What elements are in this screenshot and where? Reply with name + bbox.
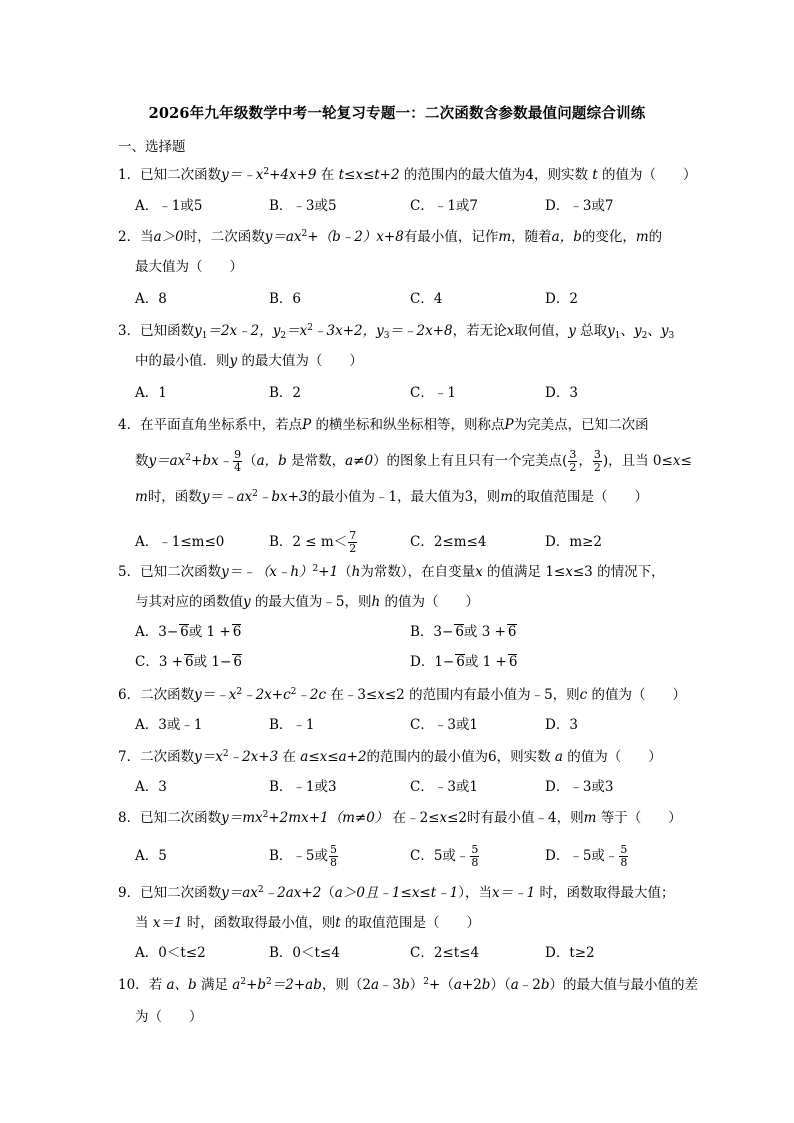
option-b[interactable] <box>269 838 339 874</box>
options-q3 <box>135 383 695 403</box>
variable: t <box>335 915 341 931</box>
exponent: 2 <box>222 749 229 759</box>
variable: x <box>506 323 515 339</box>
variable: x <box>672 453 681 469</box>
question-1 <box>118 165 697 185</box>
question-text: （ <box>338 564 352 580</box>
variable: m <box>498 229 512 245</box>
variable: a，b <box>256 453 287 469</box>
question-text: 已知二次函数 <box>140 885 222 901</box>
question-text: 取何值， <box>514 323 569 339</box>
option-label: C．3 + <box>135 654 184 670</box>
square-root: 6 <box>185 654 194 670</box>
question-text: 在 <box>320 167 335 183</box>
variable: x <box>377 687 385 703</box>
question-text: ） <box>409 977 424 993</box>
question-text: 当 <box>140 229 154 245</box>
formula: ﹣2ax+2 <box>263 885 322 901</box>
question-number: 9． <box>118 885 141 901</box>
options-q9 <box>135 943 695 963</box>
option-c[interactable]: C．2≤m≤4 <box>410 534 487 550</box>
question-text: 有最小值，记作 <box>403 229 499 245</box>
question-text: 满足 <box>200 977 228 993</box>
option-a[interactable]: A．﹣1或5 <box>135 198 203 214</box>
question-9-line-2 <box>118 913 688 933</box>
option-d[interactable]: D．t≥2 <box>545 945 595 961</box>
question-text: 时，二次函数 <box>183 229 265 245</box>
exponent: 2 <box>262 810 269 820</box>
variable: y <box>634 323 642 339</box>
denominator: 2 <box>569 461 577 474</box>
formula: ＝2+ab <box>271 977 322 993</box>
variable: a、b <box>166 977 197 993</box>
question-text: 与其对应的函数值 <box>135 594 243 610</box>
numerator: 3 <box>593 448 601 461</box>
numerator: 5 <box>471 843 479 856</box>
denominator: 8 <box>471 856 479 869</box>
variable: a <box>510 977 519 993</box>
variable: x <box>439 810 448 826</box>
question-text: 中的最小值．则 <box>135 353 230 369</box>
option-label: D．﹣5或﹣ <box>545 848 619 864</box>
formula: ＝﹣2x+8 <box>389 323 453 339</box>
formula: a＞0且﹣1≤x≤t﹣1 <box>334 885 459 901</box>
numerator: 7 <box>349 529 357 542</box>
option-d[interactable]: D．3 <box>545 717 578 733</box>
square-root: 6 <box>456 654 465 670</box>
numerator: 9 <box>234 448 242 461</box>
question-number: 8． <box>118 810 141 826</box>
question-5 <box>118 562 688 582</box>
question-text: ，若无论 <box>452 323 507 339</box>
variable: a <box>370 977 380 993</box>
question-text: ）（ <box>490 977 511 993</box>
variable: h <box>371 594 381 610</box>
question-text: 是常数， <box>291 453 346 469</box>
question-text: 的最大值为﹣5，则 <box>254 594 372 610</box>
option-b[interactable]: B．﹣1 <box>269 717 315 733</box>
question-text: 的值为（ ） <box>591 687 687 703</box>
formula: +4x+9 <box>269 167 317 183</box>
question-text: 的值为（ ） <box>602 167 697 183</box>
exponent: 2 <box>312 564 319 574</box>
options-q1 <box>135 196 695 216</box>
option-text: 或 1 <box>193 654 221 670</box>
question-text: 在﹣2≤ <box>392 810 440 826</box>
exponent: 2 <box>185 453 192 463</box>
option-b[interactable]: B．2 <box>269 385 302 401</box>
subscript: 1 <box>614 331 621 341</box>
square-root: 6 <box>233 654 242 670</box>
option-c[interactable]: C．2≤t≤4 <box>410 945 480 961</box>
exponent: 2 <box>423 977 430 987</box>
question-text: 总取 <box>580 323 608 339</box>
question-text: 已知二次函数 <box>140 167 222 183</box>
denominator: 8 <box>330 856 338 869</box>
question-text: 的变化， <box>581 229 636 245</box>
question-text: 若 <box>148 977 163 993</box>
variable: t <box>592 167 598 183</box>
question-text: ）的图象上有且只有一个完美点 <box>373 453 563 469</box>
formula: ﹣bx+3 <box>257 489 308 505</box>
variable: m <box>635 229 649 245</box>
formula: 2 ≤ m＜ <box>292 534 348 550</box>
formula: y＝ax <box>264 229 302 245</box>
formula: a＞0 <box>153 229 184 245</box>
option-c[interactable]: C．﹣3或1 <box>410 717 479 733</box>
numerator: 5 <box>620 843 628 856</box>
question-4-line-2: 数$y=ax^2+bx﹣$ $\frac{9}{4}$ （a，b 是常数，a≠0）的图象上有且只有一个完美点( $\frac{3}{2}$ ， $\frac{3}{2}$ )，且当 0≤x≤ <box>118 443 688 479</box>
question-text: 的取值范围是（ ） <box>345 915 481 931</box>
formula: +2mx+1（m≠0） <box>268 810 389 826</box>
variable: y <box>607 323 615 339</box>
question-text: ，则（2 <box>321 977 371 993</box>
option-label: C．5或﹣ <box>410 848 470 864</box>
question-text: 最大值为（ ） <box>135 259 243 275</box>
minus-sign: − <box>442 624 454 640</box>
question-text-line <box>118 351 688 371</box>
question-text: 在 <box>282 749 296 765</box>
formula: ﹣2x+3 <box>228 749 279 765</box>
option-d[interactable]: D．2 <box>545 291 578 307</box>
fraction <box>348 530 357 555</box>
option-label: B．﹣5或 <box>269 848 329 864</box>
question-number: 3． <box>118 323 141 339</box>
variable: a <box>554 749 563 765</box>
option-a[interactable]: A．﹣1≤m≤0 <box>135 534 225 550</box>
square-root: 6 <box>507 624 517 640</box>
exponent: 2 <box>252 489 258 499</box>
minus-sign: − <box>442 654 455 670</box>
square-root: 6 <box>180 624 189 640</box>
denominator: 2 <box>349 542 357 555</box>
variable: m <box>583 810 597 826</box>
variable: b <box>401 977 410 993</box>
variable: c <box>579 687 588 703</box>
variable: m <box>135 489 148 505</box>
square-root: 6 <box>508 654 518 670</box>
exponent: 2 <box>290 687 297 697</box>
subscript: 1 <box>201 331 208 341</box>
question-text: 的值为（ ） <box>384 594 480 610</box>
question-text: 的最大值为（ ） <box>241 353 363 369</box>
question-text: 当 <box>135 915 149 931</box>
exponent: 2 <box>307 323 313 333</box>
formula: a <box>232 977 241 993</box>
question-8 <box>118 808 688 828</box>
variable: y <box>660 323 669 339</box>
exponent: 2 <box>266 977 272 987</box>
fraction <box>233 449 242 474</box>
question-text: ﹣3 <box>379 977 402 993</box>
question-7 <box>118 747 688 767</box>
question-text: ≤2时有最小值﹣4，则 <box>447 810 584 826</box>
question-4 <box>118 415 688 435</box>
question-number: 10． <box>118 977 149 993</box>
question-text: ，且当 0≤ <box>608 453 673 469</box>
question-text: 在平面直角坐标系中，若点 <box>140 417 303 433</box>
question-text: 的最小值为﹣1，最大值为3，则 <box>307 489 501 505</box>
formula: y＝﹣ax <box>201 489 253 505</box>
fraction <box>593 449 602 474</box>
formula: y＝x <box>194 749 223 765</box>
option-label: A．3 <box>135 624 167 640</box>
formula: y＝ax <box>221 885 258 901</box>
subscript: 2 <box>641 331 648 341</box>
option-a[interactable]: A．3 <box>135 779 167 795</box>
question-text: 数 <box>135 453 149 469</box>
variable: a，b <box>551 229 582 245</box>
formula: ＝x <box>286 323 308 339</box>
fraction <box>568 449 577 474</box>
question-text: 的值满足 1≤ <box>487 564 566 580</box>
option-text: 或 3 + <box>463 624 506 640</box>
question-text: 二次函数 <box>140 749 195 765</box>
question-text: 已知函数 <box>140 323 195 339</box>
question-text: ≤2 的范围内有最小值为﹣5，则 <box>384 687 580 703</box>
square-root: 6 <box>455 624 464 640</box>
question-10-line-2 <box>118 1007 688 1027</box>
numerator: 5 <box>330 843 338 856</box>
question-text: +2 <box>461 977 482 993</box>
question-text: （ <box>321 885 335 901</box>
option-d[interactable]: D．﹣3或7 <box>545 198 614 214</box>
option-c[interactable] <box>410 838 480 874</box>
question-number: 2． <box>118 229 141 245</box>
variable: x <box>475 564 483 580</box>
option-text: 或 1 + <box>188 624 231 640</box>
options-q7 <box>135 777 695 797</box>
question-4-line-3 <box>118 487 688 507</box>
fraction <box>470 844 479 869</box>
punctuation: ， <box>578 453 592 469</box>
page-title: 2026年九年级数学中考一轮复习专题一：二次函数含参数最值问题综合训练 <box>148 105 646 122</box>
exponent: 2 <box>240 977 247 987</box>
question-text: 已知二次函数 <box>140 810 222 826</box>
question-text: 二次函数 <box>140 687 195 703</box>
question-text: 的范围内的最小值为6，则实数 <box>366 749 551 765</box>
question-text: 时，函数取得最小值，则 <box>186 915 336 931</box>
fraction <box>329 844 338 869</box>
option-label: D．1 <box>410 654 443 670</box>
question-text: ，随着 <box>511 229 552 245</box>
option-c[interactable]: C．﹣1 <box>410 385 456 401</box>
variable: x <box>565 564 573 580</box>
question-10 <box>118 975 699 995</box>
formula: +b <box>246 977 267 993</box>
option-b[interactable] <box>410 622 517 642</box>
question-text: +（ <box>429 977 454 993</box>
variable: y <box>243 594 251 610</box>
question-number: 6． <box>118 687 141 703</box>
question-2 <box>118 227 688 277</box>
section-heading: 一、选择题 <box>118 139 186 155</box>
option-c[interactable]: C．﹣3或1 <box>410 779 479 795</box>
question-9 <box>118 883 688 903</box>
question-text: ），当 <box>458 885 493 901</box>
variable: b <box>540 977 550 993</box>
option-d[interactable]: D．﹣3或3 <box>545 779 614 795</box>
exponent: 2 <box>301 229 308 239</box>
formula: y＝﹣x <box>221 167 264 183</box>
square-root: 6 <box>232 624 242 640</box>
question-number: 4． <box>118 417 141 433</box>
question-3 <box>118 321 688 371</box>
formula: ﹣2x+c <box>242 687 291 703</box>
formula: a≠0 <box>345 453 374 469</box>
option-b[interactable] <box>269 524 358 560</box>
question-text: 的 <box>648 229 663 245</box>
option-c[interactable]: C．﹣1或7 <box>410 198 479 214</box>
variable: a <box>453 977 462 993</box>
minus-sign: − <box>220 654 232 670</box>
variable: y <box>229 353 238 369</box>
question-text: 的范围内的最大值为4，则实数 <box>403 167 588 183</box>
exponent: 2 <box>263 167 270 177</box>
question-text: 的取值范围是（ ） <box>513 489 648 505</box>
question-6 <box>118 685 688 705</box>
denominator: 2 <box>593 461 601 474</box>
punctuation: 、 <box>620 323 635 339</box>
question-5-line-2 <box>118 592 688 612</box>
option-label: B．3 <box>410 624 443 640</box>
options-q8 <box>135 838 695 874</box>
variable: y <box>272 323 281 339</box>
option-a[interactable]: A．5 <box>135 848 167 864</box>
variable: m <box>500 489 513 505</box>
formula: y＝﹣x <box>194 687 237 703</box>
option-a[interactable]: A．8 <box>135 291 167 307</box>
option-a[interactable]: A．0＜t≤2 <box>135 945 206 961</box>
option-b[interactable]: B．0＜t≤4 <box>269 945 340 961</box>
variable: b <box>481 977 491 993</box>
option-b[interactable]: B．﹣3或5 <box>269 198 337 214</box>
question-text: ≤ <box>680 453 692 469</box>
formula: a≤x≤a+2 <box>300 749 367 765</box>
option-a[interactable]: A．1 <box>135 385 167 401</box>
question-text: 为（ ） <box>135 1009 203 1025</box>
formula: +（b﹣2）x+8 <box>307 229 404 245</box>
question-text: ﹣2 <box>518 977 541 993</box>
question-text: 的值为（ ） <box>567 749 662 765</box>
option-d[interactable] <box>545 838 629 874</box>
option-d[interactable] <box>410 652 517 672</box>
question-text: ）的最大值与最小值的差 <box>549 977 699 993</box>
option-label: B． <box>269 534 293 550</box>
formula: ﹣2c <box>296 687 327 703</box>
option-a[interactable]: A．3或﹣1 <box>135 717 203 733</box>
variable: y <box>568 323 576 339</box>
option-b[interactable]: B．6 <box>269 291 302 307</box>
option-c[interactable] <box>135 652 242 672</box>
formula: y＝ax <box>148 453 186 469</box>
subscript: 3 <box>383 331 390 341</box>
variable: y <box>376 323 384 339</box>
option-text: 或 1 + <box>464 654 507 670</box>
question-number: 1． <box>118 167 141 183</box>
formula: ＝2x﹣2， <box>207 323 273 339</box>
formula: y＝mx <box>221 810 263 826</box>
option-d[interactable]: D．m≥2 <box>545 534 603 550</box>
option-c[interactable]: C．4 <box>410 291 443 307</box>
options-q5-row-2 <box>135 652 695 672</box>
question-text: 时，函数 <box>147 489 202 505</box>
variable: P <box>302 417 312 433</box>
formula: x＝﹣1 <box>492 885 536 901</box>
question-text: 已知二次函数 <box>140 564 222 580</box>
formula: +1 <box>318 564 339 580</box>
option-d[interactable]: D．3 <box>545 385 578 401</box>
formula: +bx﹣ <box>191 453 233 469</box>
question-text: 为完美点，已知二次函 <box>513 417 649 433</box>
question-number: 7． <box>118 749 141 765</box>
exponent: 2 <box>236 687 243 697</box>
options-q6 <box>135 715 695 735</box>
question-text: 为常数），在自变量 <box>360 564 476 580</box>
options-q5-row-1 <box>135 622 695 642</box>
denominator: 4 <box>234 461 242 474</box>
options-q4 <box>135 524 695 560</box>
minus-sign: − <box>166 624 179 640</box>
question-text: 的横坐标和纵坐标相等，则称点 <box>315 417 505 433</box>
formula: y＝﹣（x﹣h） <box>221 564 313 580</box>
question-text: 等于（ ） <box>600 810 682 826</box>
numerator: 3 <box>569 448 577 461</box>
punctuation: 、 <box>647 323 661 339</box>
formula: ﹣3x+2， <box>313 323 377 339</box>
option-b[interactable]: B．﹣1或3 <box>269 779 337 795</box>
question-number: 5． <box>118 564 141 580</box>
variable: P <box>504 417 514 433</box>
question-text: 在﹣3≤ <box>330 687 378 703</box>
question-text: （ <box>243 453 257 469</box>
subscript: 2 <box>280 331 287 341</box>
variable: h <box>351 564 361 580</box>
question-text: 时，函数取得最大值； <box>539 885 675 901</box>
options-q2 <box>135 289 695 309</box>
exponent: 2 <box>257 885 264 895</box>
denominator: 8 <box>620 856 628 869</box>
variable: y <box>194 323 202 339</box>
formula: x＝1 <box>152 915 183 931</box>
option-a[interactable] <box>135 622 241 642</box>
question-text: ≤3 的情况下， <box>572 564 665 580</box>
fraction <box>619 844 628 869</box>
formula: t≤x≤t+2 <box>338 167 400 183</box>
subscript: 3 <box>668 331 675 341</box>
